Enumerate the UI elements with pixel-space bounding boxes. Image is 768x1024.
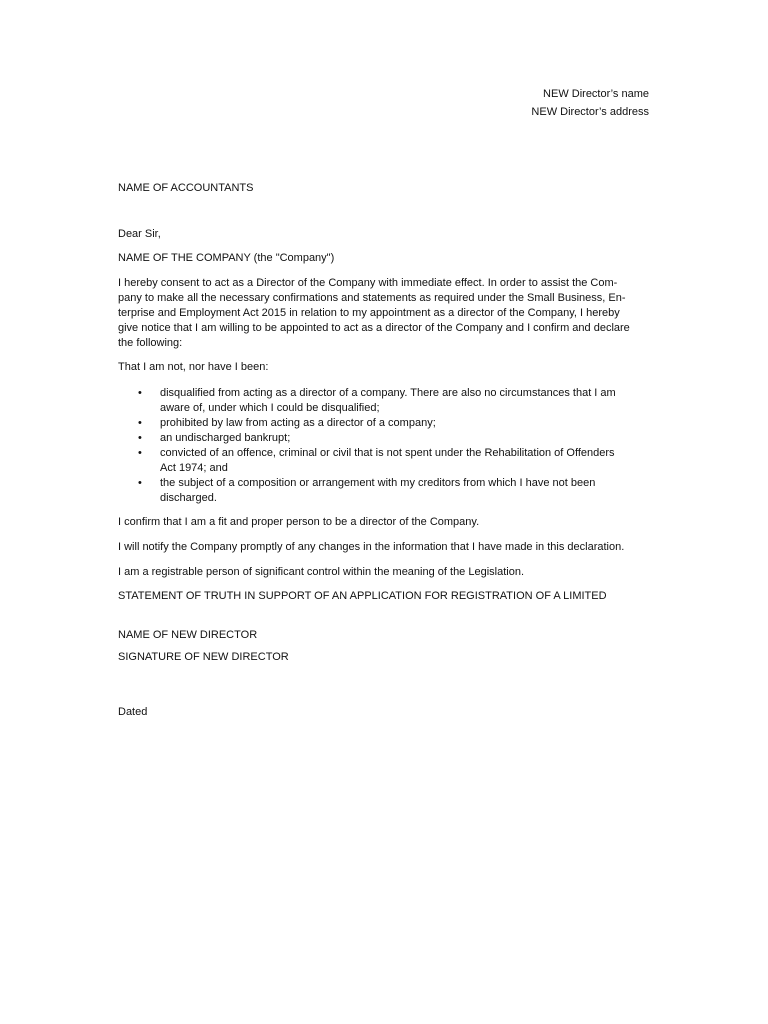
new-director-name-label: NAME OF NEW DIRECTOR [118,629,258,641]
list-item-line: Act 1974; and [160,462,228,474]
list-item-line: aware of, under which I could be disqualified; [160,402,380,414]
list-item-line: disqualified from acting as a director of a company. There are also no circumstances that I am [160,387,616,399]
recipient-name: NAME OF ACCOUNTANTS [118,182,254,194]
bullet-icon: • [138,387,142,399]
list-item-line: convicted of an offence, criminal or civil that is not spent under the Rehabilitation of Offenders [160,447,615,459]
subject-line: NAME OF THE COMPANY (the "Company") [118,252,335,264]
list-item [118,416,658,431]
bullet-icon: • [138,417,142,429]
bullet-icon: • [138,447,142,459]
consent-line: I hereby consent to act as a Director of the Company with immediate effect. In order to assist the Com- [118,277,618,289]
consent-line: the following: [118,337,183,349]
list-item [118,476,658,506]
bullet-icon: • [138,477,142,489]
fit-proper-statement: I confirm that I am a fit and proper person to be a director of the Company. [118,516,480,528]
consent-line: terprise and Employment Act 2015 in relation to my appointment as a director of the Company, I hereby [118,307,620,319]
declaration-list [118,386,658,506]
sender-address: NEW Director’s address [531,106,649,118]
new-director-signature-label: SIGNATURE OF NEW DIRECTOR [118,651,289,663]
list-item-line: the subject of a composition or arrangement with my creditors from which I have not been [160,477,596,489]
salutation: Dear Sir, [118,228,161,240]
consent-line: pany to make all the necessary confirmations and statements as required under the Small Business, En- [118,292,626,304]
consent-line: give notice that I am willing to be appointed to act as a director of the Company and I confirm and declare [118,322,630,334]
registrable-statement: I am a registrable person of significant control within the meaning of the Legislation. [118,566,525,578]
list-item [118,446,658,476]
bullet-icon: • [138,432,142,444]
consent-paragraph [118,276,650,351]
list-item-line: an undischarged bankrupt; [160,432,291,444]
statement-of-truth-heading: STATEMENT OF TRUTH IN SUPPORT OF AN APPLICATION FOR REGISTRATION OF A LIMITED [118,590,607,602]
dated-label: Dated [118,706,148,718]
notify-statement: I will notify the Company promptly of any changes in the information that I have made in this declaration. [118,541,625,553]
list-item-line: prohibited by law from acting as a director of a company; [160,417,436,429]
list-item [118,386,658,416]
list-item-line: discharged. [160,492,217,504]
sender-name: NEW Director’s name [543,88,649,100]
list-intro: That I am not, nor have I been: [118,361,269,373]
list-item [118,431,658,446]
